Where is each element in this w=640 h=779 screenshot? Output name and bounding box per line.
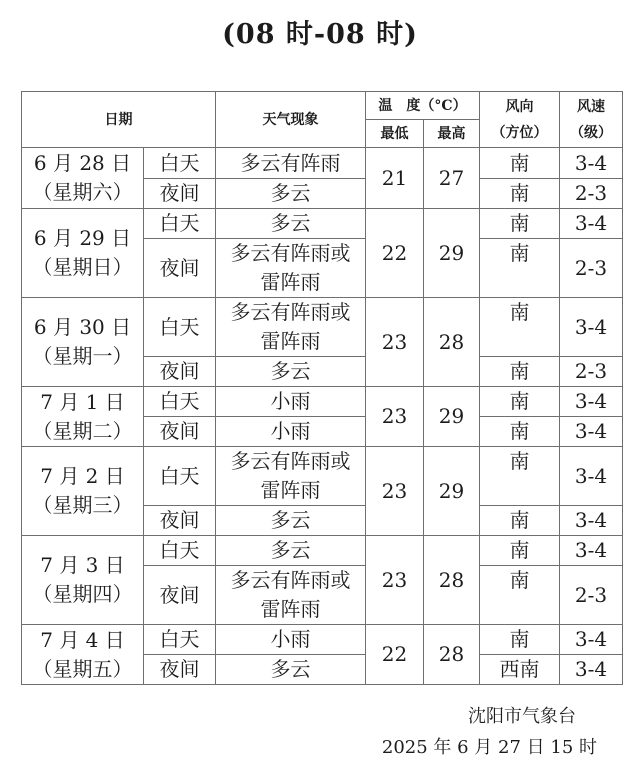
issue-time: 2025 年 6 月 27 日 15 时 bbox=[381, 737, 597, 758]
temp-max: 28 bbox=[424, 625, 480, 685]
temp-min: 22 bbox=[366, 625, 424, 685]
table-row bbox=[22, 387, 623, 417]
header-wind-direction bbox=[480, 92, 560, 148]
weather-night: 小雨 bbox=[216, 417, 366, 447]
temp-max: 28 bbox=[424, 298, 480, 387]
wind-speed-day: 3-4 bbox=[560, 298, 623, 357]
temp-min: 23 bbox=[366, 447, 424, 536]
wind-dir-night: 南 bbox=[480, 239, 560, 298]
table-row bbox=[22, 625, 623, 655]
header-wind-direction-label: 风向 bbox=[505, 98, 534, 115]
period-day: 白天 bbox=[144, 209, 216, 239]
temp-max: 29 bbox=[424, 209, 480, 298]
wind-speed-day: 3-4 bbox=[560, 625, 623, 655]
table-row bbox=[22, 148, 623, 179]
wind-speed-night: 2-3 bbox=[560, 566, 623, 625]
weather-night bbox=[216, 239, 366, 298]
weather-line-2: 雷阵雨 bbox=[260, 597, 321, 621]
weekday-label: （星期二） bbox=[32, 418, 133, 443]
wind-speed-night: 2-3 bbox=[560, 179, 623, 209]
period-night: 夜间 bbox=[144, 179, 216, 209]
forecast-table bbox=[21, 91, 623, 685]
period-day: 白天 bbox=[144, 298, 216, 357]
table-row bbox=[22, 298, 623, 357]
weather-day: 多云有阵雨 bbox=[216, 148, 366, 179]
date-label: 7 月 2 日 bbox=[40, 464, 125, 488]
period-day: 白天 bbox=[144, 387, 216, 417]
period-day: 白天 bbox=[144, 536, 216, 566]
weekday-label: （星期四） bbox=[32, 582, 133, 606]
wind-speed-day: 3-4 bbox=[560, 209, 623, 239]
temp-min: 22 bbox=[366, 209, 424, 298]
weekday-label: （星期三） bbox=[32, 493, 133, 517]
temp-max: 27 bbox=[424, 148, 480, 209]
date-label: 6 月 29 日 bbox=[33, 226, 132, 250]
date-label: 7 月 3 日 bbox=[40, 553, 125, 577]
page-title: (08 时-08 时) bbox=[222, 19, 418, 50]
header-wind-speed-unit: （级） bbox=[570, 124, 612, 141]
weather-day: 小雨 bbox=[216, 387, 366, 417]
wind-dir-night: 南 bbox=[480, 566, 560, 625]
weather-line-2: 雷阵雨 bbox=[260, 270, 321, 294]
header-temp-min: 最低 bbox=[366, 120, 424, 148]
date-cell bbox=[22, 387, 144, 447]
temp-min: 23 bbox=[366, 387, 424, 447]
wind-dir-night: 南 bbox=[480, 417, 560, 447]
header-wind-direction-unit: （方位） bbox=[491, 124, 548, 141]
period-day: 白天 bbox=[144, 625, 216, 655]
table-row bbox=[22, 209, 623, 239]
weather-line-1: 多云有阵雨或 bbox=[230, 241, 351, 265]
temp-max: 29 bbox=[424, 447, 480, 536]
weather-night bbox=[216, 566, 366, 625]
temp-max: 28 bbox=[424, 536, 480, 625]
weather-day bbox=[216, 447, 366, 506]
date-label: 7 月 4 日 bbox=[40, 627, 125, 652]
wind-speed-night: 2-3 bbox=[560, 357, 623, 387]
period-night: 夜间 bbox=[144, 566, 216, 625]
period-night: 夜间 bbox=[144, 357, 216, 387]
table-row bbox=[22, 447, 623, 506]
temp-max: 29 bbox=[424, 387, 480, 447]
period-night: 夜间 bbox=[144, 655, 216, 685]
header-wind-speed-label: 风速 bbox=[577, 98, 605, 115]
weather-day: 多云 bbox=[216, 209, 366, 239]
weather-line-1: 多云有阵雨或 bbox=[230, 300, 351, 324]
wind-dir-day: 南 bbox=[480, 387, 560, 417]
wind-dir-day: 南 bbox=[480, 209, 560, 239]
wind-speed-day: 3-4 bbox=[560, 447, 623, 506]
weather-night: 多云 bbox=[216, 357, 366, 387]
weekday-label: （星期日） bbox=[32, 255, 133, 279]
wind-dir-night: 南 bbox=[480, 506, 560, 536]
wind-speed-day: 3-4 bbox=[560, 536, 623, 566]
header-weather: 天气现象 bbox=[216, 92, 366, 148]
weather-day: 多云 bbox=[216, 536, 366, 566]
header-temperature: 温 度（°C） bbox=[366, 92, 480, 120]
wind-dir-night: 西南 bbox=[480, 655, 560, 685]
period-night: 夜间 bbox=[144, 506, 216, 536]
period-night: 夜间 bbox=[144, 417, 216, 447]
table-row bbox=[22, 536, 623, 566]
date-cell bbox=[22, 209, 144, 298]
weather-night: 多云 bbox=[216, 179, 366, 209]
wind-dir-day: 南 bbox=[480, 148, 560, 179]
date-cell bbox=[22, 625, 144, 685]
date-label: 7 月 1 日 bbox=[40, 389, 125, 414]
wind-dir-day: 南 bbox=[480, 447, 560, 506]
weather-night: 多云 bbox=[216, 655, 366, 685]
wind-speed-day: 3-4 bbox=[560, 148, 623, 179]
date-cell bbox=[22, 447, 144, 536]
temp-min: 23 bbox=[366, 298, 424, 387]
date-cell bbox=[22, 298, 144, 387]
wind-speed-day: 3-4 bbox=[560, 387, 623, 417]
weather-line-2: 雷阵雨 bbox=[260, 478, 321, 502]
temp-min: 21 bbox=[366, 148, 424, 209]
period-night: 夜间 bbox=[144, 239, 216, 298]
wind-dir-day: 南 bbox=[480, 625, 560, 655]
wind-dir-day: 南 bbox=[480, 298, 560, 357]
date-cell bbox=[22, 148, 144, 209]
period-day: 白天 bbox=[144, 148, 216, 179]
wind-speed-night: 3-4 bbox=[560, 506, 623, 536]
weather-line-1: 多云有阵雨或 bbox=[230, 449, 351, 473]
date-label: 6 月 30 日 bbox=[33, 315, 132, 339]
weather-day: 小雨 bbox=[216, 625, 366, 655]
wind-speed-night: 2-3 bbox=[560, 239, 623, 298]
weather-night: 多云 bbox=[216, 506, 366, 536]
issuing-office: 沈阳市气象台 bbox=[468, 706, 576, 727]
date-cell bbox=[22, 536, 144, 625]
wind-dir-night: 南 bbox=[480, 357, 560, 387]
period-day: 白天 bbox=[144, 447, 216, 506]
date-label: 6 月 28 日 bbox=[33, 151, 132, 175]
weather-line-2: 雷阵雨 bbox=[260, 329, 321, 353]
weekday-label: （星期五） bbox=[32, 656, 133, 681]
weather-line-1: 多云有阵雨或 bbox=[230, 568, 351, 592]
wind-speed-night: 3-4 bbox=[560, 655, 623, 685]
weekday-label: （星期一） bbox=[32, 344, 133, 368]
temp-min: 23 bbox=[366, 536, 424, 625]
wind-dir-day: 南 bbox=[480, 536, 560, 566]
weather-day bbox=[216, 298, 366, 357]
wind-speed-night: 3-4 bbox=[560, 417, 623, 447]
header-wind-speed bbox=[560, 92, 623, 148]
header-temp-max: 最高 bbox=[424, 120, 480, 148]
header-date: 日期 bbox=[22, 92, 216, 148]
weekday-label: （星期六） bbox=[32, 180, 133, 204]
wind-dir-night: 南 bbox=[480, 179, 560, 209]
